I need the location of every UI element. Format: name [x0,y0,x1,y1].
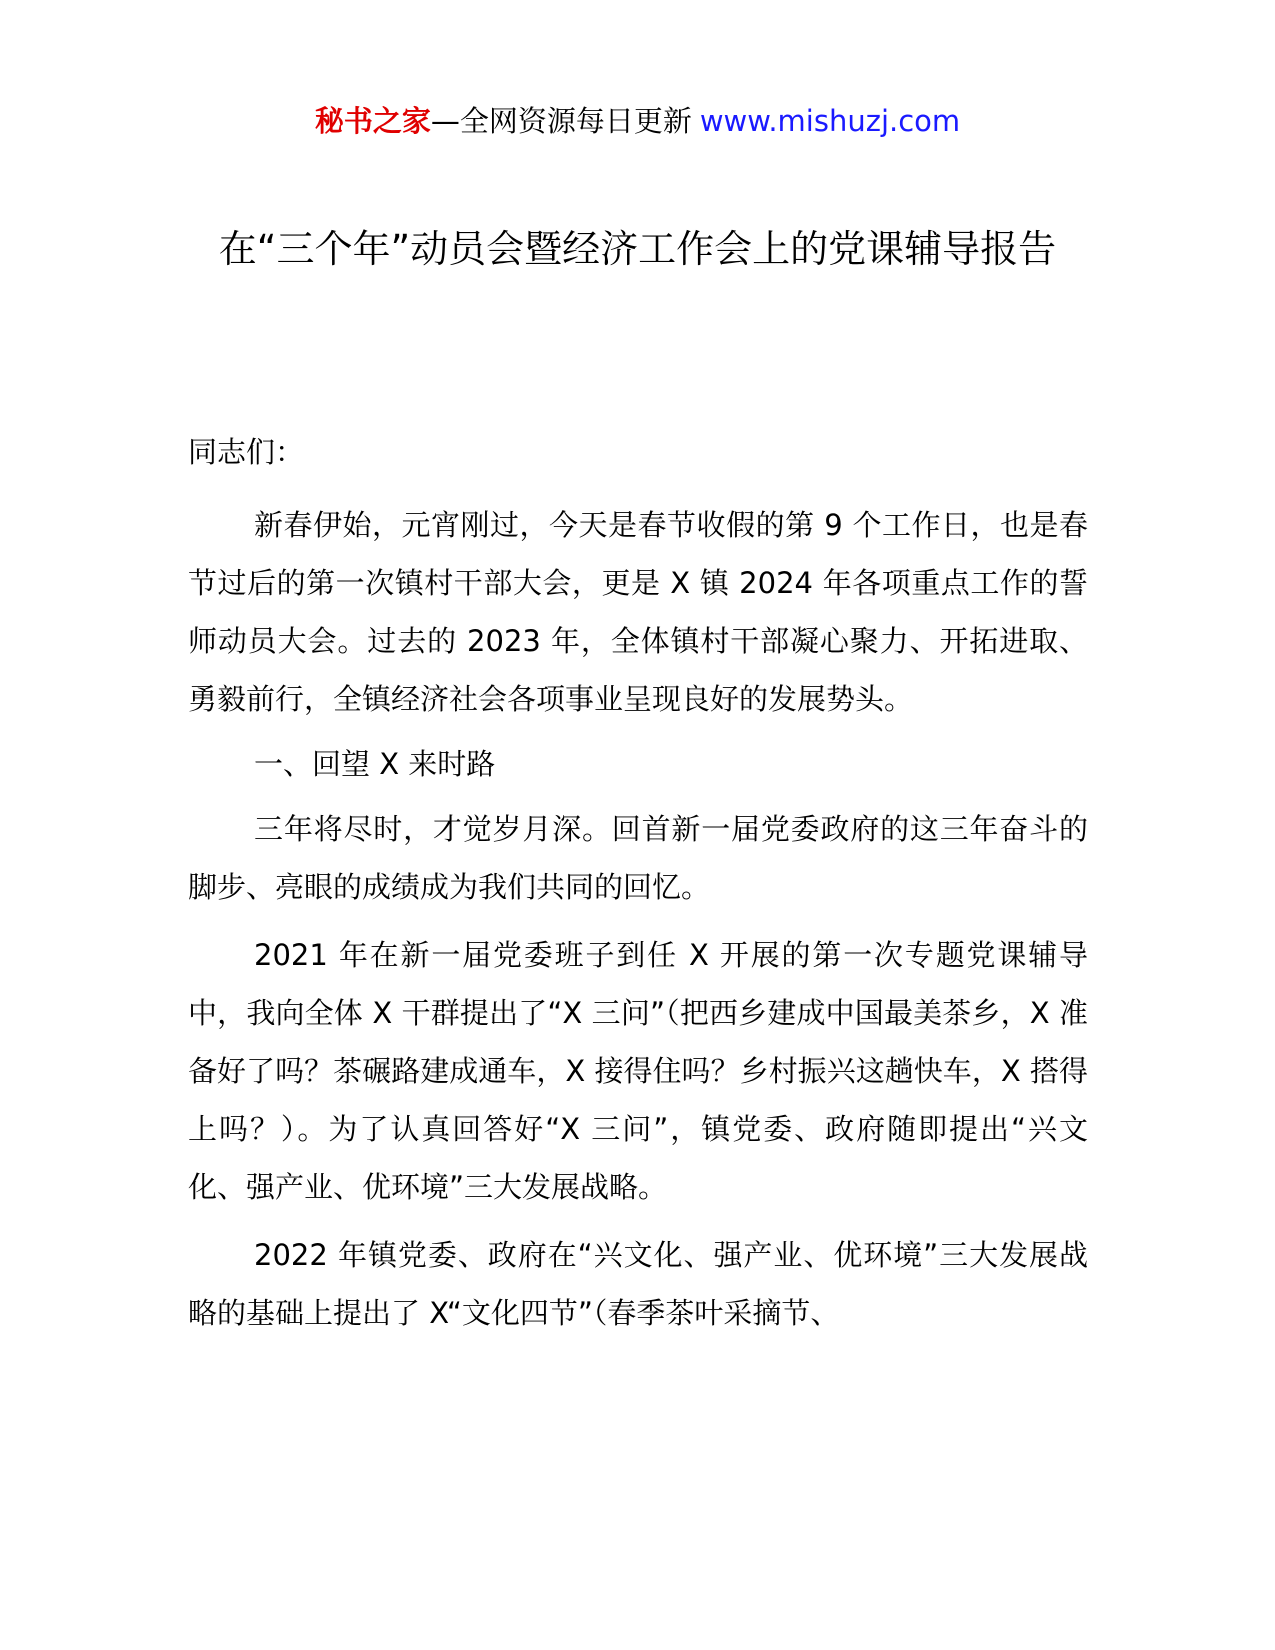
site-url-link[interactable]: www.mishuzj.com [699,104,961,138]
document-title: 在“三个年”动员会暨经济工作会上的党课辅导报告 [218,227,1057,271]
paragraph: 新春伊始，元宵刚过，今天是春节收假的第 9 个工作日，也是春节过后的第一次镇村干部大会，更是 X 镇 2024 年各项重点工作的誓师动员大会。过去的 2023 年，全体镇村干部凝心聚力、开拓进取、勇毅前行，全镇经济社会各项事业呈现良好的发展势头。 [188,508,1088,716]
section-heading: 一、回望 X 来时路 [254,747,496,781]
document-body [188,430,1088,1352]
site-brand: 秘书之家 [314,104,431,138]
site-tagline: —全网资源每日更新 [430,104,692,138]
salutation: 同志们： [188,435,305,469]
site-header [0,98,1275,144]
paragraph: 2022 年镇党委、政府在“兴文化、强产业、优环境”三大发展战略的基础上提出了 X“文化四节”（春季茶叶采摘节、 [188,1238,1088,1330]
paragraph: 三年将尽时，才觉岁月深。回首新一届党委政府的这三年奋斗的脚步、亮眼的成绩成为我们共同的回忆。 [188,812,1088,904]
paragraph: 2021 年在新一届党委班子到任 X 开展的第一次专题党课辅导中，我向全体 X 干群提出了“X 三问”（把西乡建成中国最美茶乡，X 准备好了吗？茶碾路建成通车，X 接得住吗？乡村振兴这趟快车，X 搭得上吗？）。为了认真回答好“X 三问”，镇党委、政府随即提出“兴文化、强产业、优环境”三大发展战略。 [188,938,1088,1204]
